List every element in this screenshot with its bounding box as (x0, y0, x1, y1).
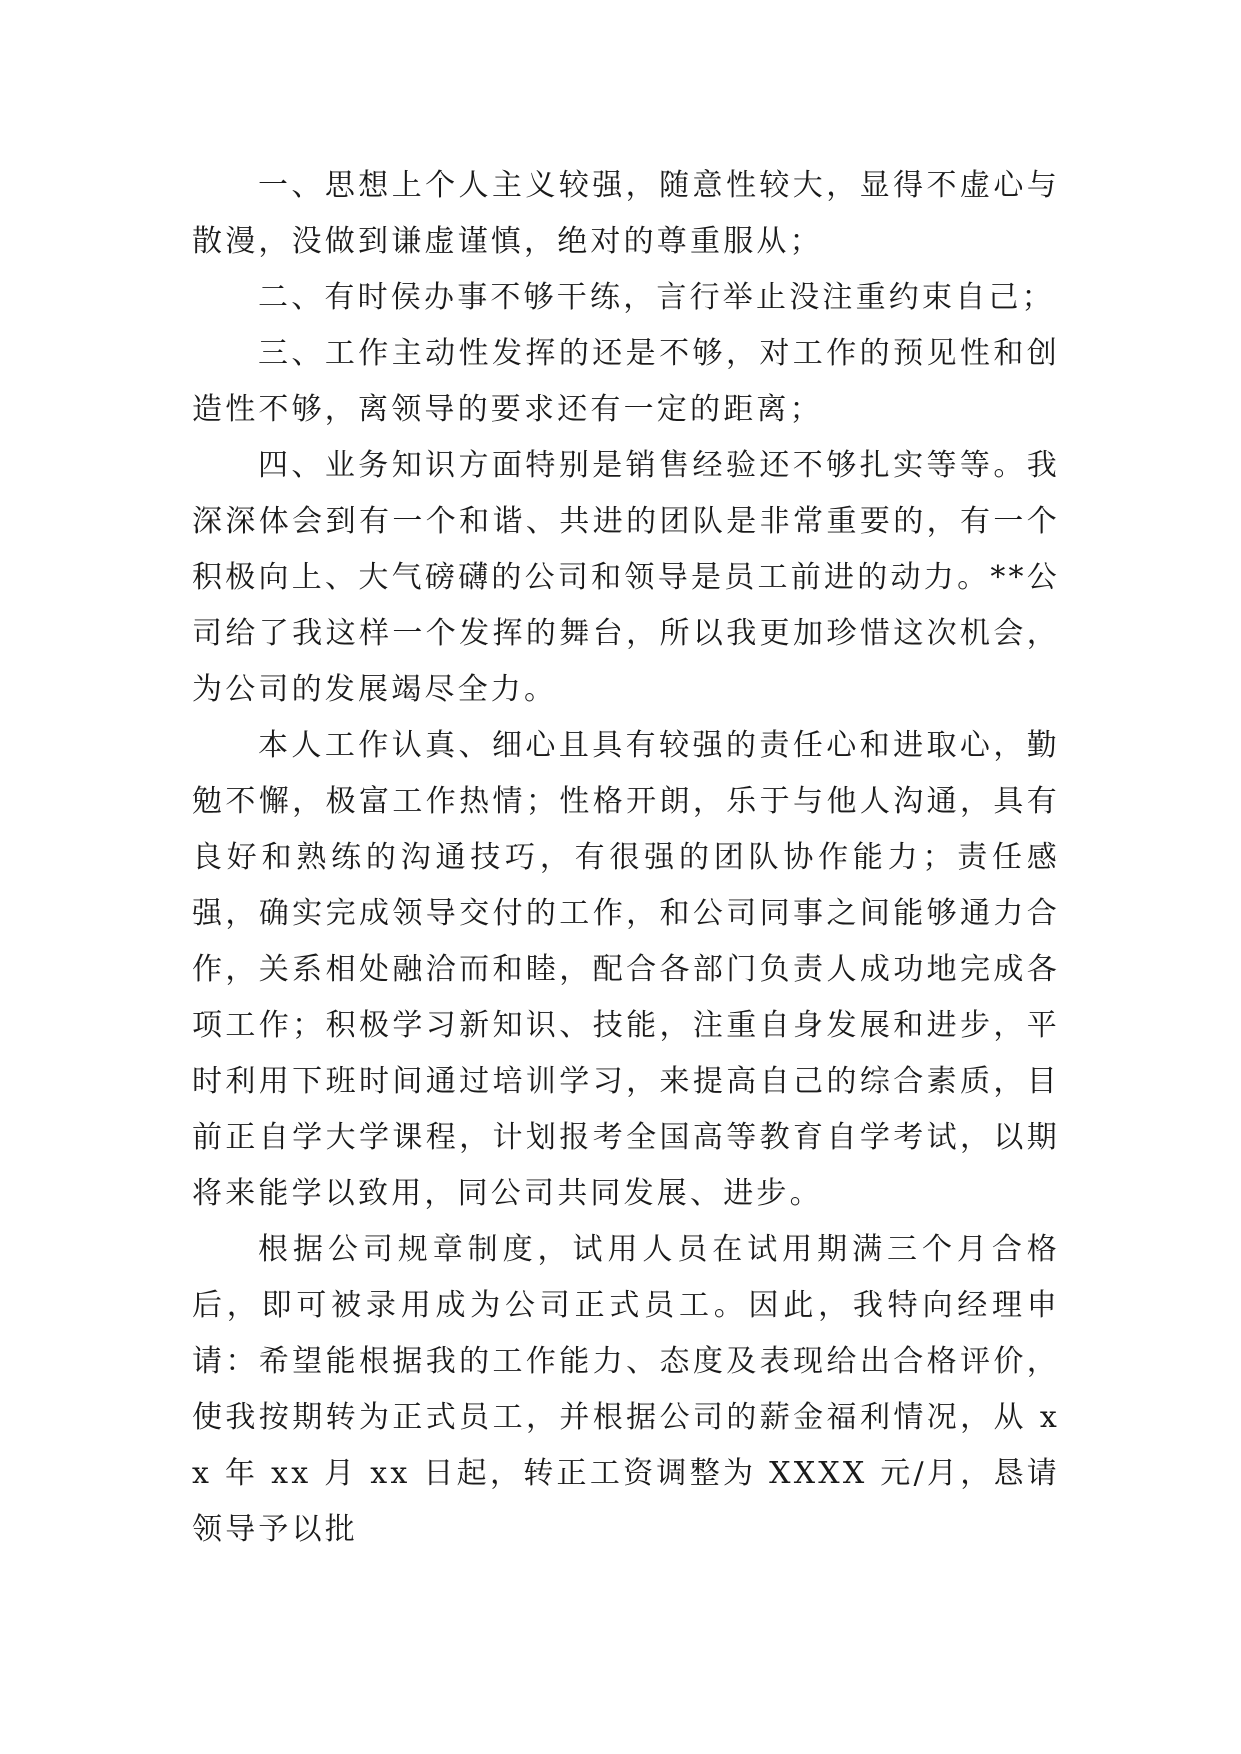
paragraph-initiative: 三、工作主动性发挥的还是不够，对工作的预见性和创造性不够，离领导的要求还有一定的距离； (192, 336, 1060, 427)
paragraph-business-knowledge: 四、业务知识方面特别是销售经验还不够扎实等等。我深深体会到有一个和谐、共进的团队是非常重要的，有一个积极向上、大气磅礴的公司和领导是员工前进的动力。**公司给了我这样一个发挥的舞台，所以我更加珍惜这次机会，为公司的发展竭尽全力。 (192, 448, 1060, 707)
document-body (192, 158, 1060, 1558)
paragraph-work-efficiency: 二、有时侯办事不够干练，言行举止没注重约束自己； (258, 280, 1055, 315)
paragraph-self-evaluation: 本人工作认真、细心且具有较强的责任心和进取心，勤勉不懈，极富工作热情；性格开朗，乐于与他人沟通，具有良好和熟练的沟通技巧，有很强的团队协作能力；责任感强，确实完成领导交付的工作，和公司同事之间能够通力合作，关系相处融洽而和睦，配合各部门负责人成功地完成各项工作；积极学习新知识、技能，注重自身发展和进步，平时利用下班时间通过培训学习，来提高自己的综合素质，目前正自学大学课程，计划报考全国高等教育自学考试，以期将来能学以致用，同公司共同发展、进步。 (192, 728, 1060, 1211)
paragraph-regularization-request: 根据公司规章制度，试用人员在试用期满三个月合格后，即可被录用成为公司正式员工。因此，我特向经理申请：希望能根据我的工作能力、态度及表现给出合格评价，使我按期转为正式员工，并根据公司的薪金福利情况，从 xx 年 xx 月 xx 日起，转正工资调整为 XXXX 元/月，恳请领导予以批 (192, 1232, 1060, 1547)
paragraph-thinking-issue: 一、思想上个人主义较强，随意性较大，显得不虚心与散漫，没做到谦虚谨慎，绝对的尊重服从； (192, 168, 1060, 259)
